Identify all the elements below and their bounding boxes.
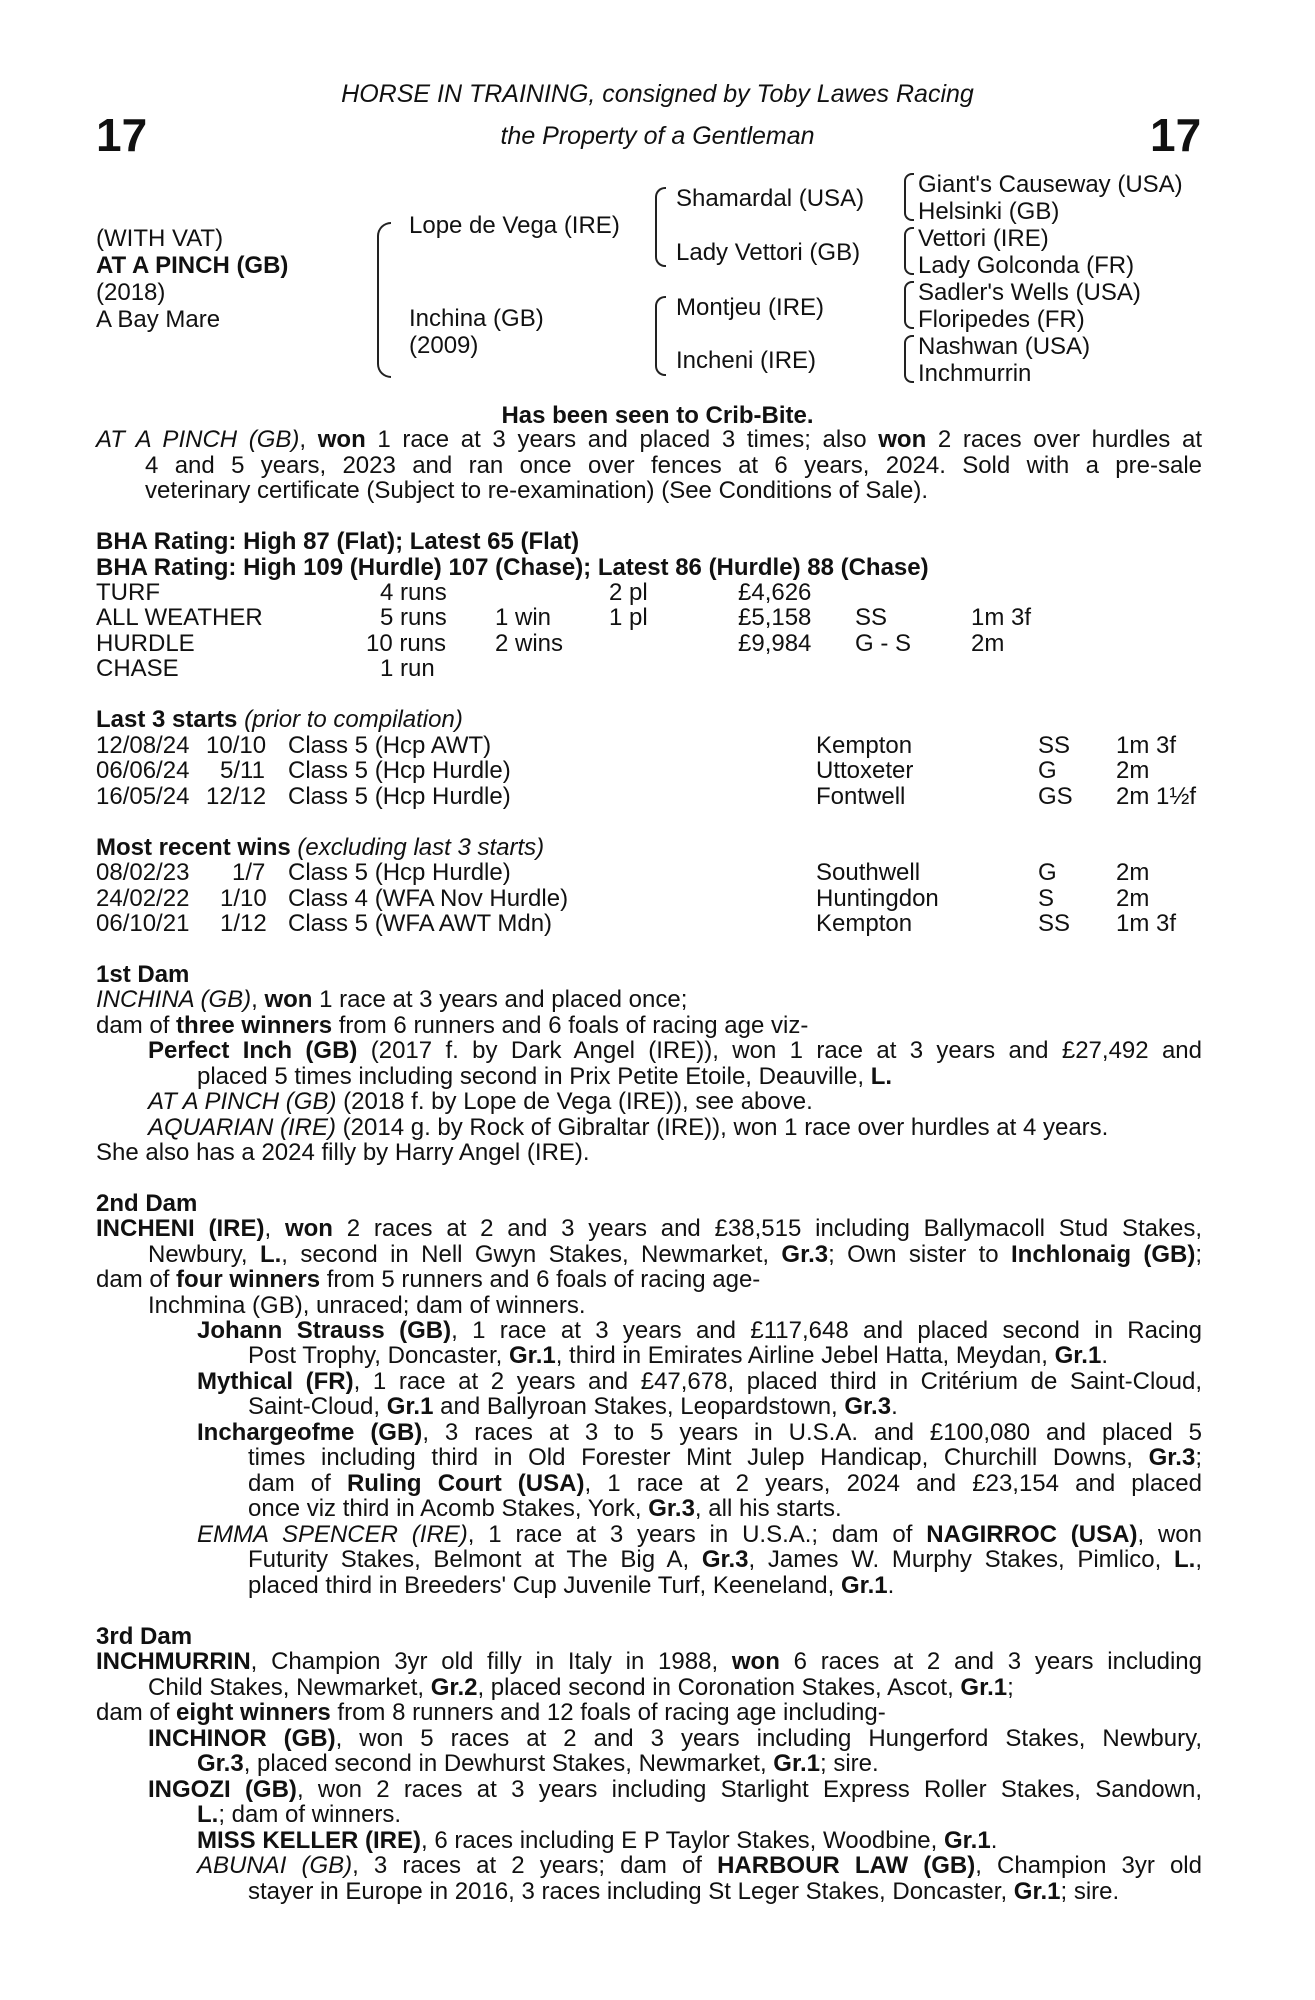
first-dam-line: INCHINA (GB), won 1 race at 3 years and placed once; — [96, 986, 688, 1013]
produce-name: AQUARIAN (IRE) — [148, 1114, 337, 1141]
second-dam-line — [96, 1267, 760, 1293]
rating-flat: BHA Rating: High 87 (Flat); Latest 65 (Flat) — [96, 528, 580, 555]
record-type: CHASE — [96, 655, 179, 682]
race-grade: Gr.1 — [509, 1342, 556, 1369]
produce-text: ; — [1195, 1444, 1202, 1471]
dam-text: , Champion 3yr old filly in Italy in 1988, — [250, 1648, 732, 1675]
section-note: (prior to compilation) — [237, 706, 463, 733]
dam-name: Inchina (GB) — [409, 305, 544, 332]
first-dam-heading: 1st Dam — [96, 961, 190, 988]
race-position: 1/7 — [232, 859, 266, 886]
produce-text: , 1 race at 3 years and £117,648 and placed second in Racing — [451, 1317, 1202, 1344]
race-grade: Gr.1 — [960, 1674, 1008, 1701]
lot-number-right: 17 — [1150, 109, 1202, 161]
race-grade: Gr.3 — [781, 1241, 829, 1268]
produce-text: , all his starts. — [694, 1495, 842, 1522]
produce-name: ABUNAI (GB) — [197, 1852, 353, 1879]
second-dam-line — [248, 1547, 1202, 1573]
intro-line-1: AT A PINCH (GB), won 1 race at 3 years and placed 3 times; also won 2 races over hurdles at — [96, 426, 1202, 453]
produce-text: (2014 g. by Rock of Gibraltar (IRE)), won 1 race over hurdles at 4 years. — [336, 1114, 1109, 1141]
race-going: S — [1038, 885, 1055, 912]
produce-text: times including third in Old Forester Mint Julep Handicap, Churchill Downs, — [248, 1444, 1149, 1471]
pedigree-brace-sd — [904, 227, 914, 275]
race-class: Class 5 (Hcp Hurdle) — [288, 757, 511, 784]
sibling-name: Inchlonaig (GB) — [1010, 1241, 1196, 1268]
dam-text: , — [264, 1215, 285, 1242]
lot-number-left: 17 — [96, 109, 148, 161]
second-dam-line — [248, 1343, 1108, 1369]
dam-text: Child Stakes, Newmarket, — [148, 1674, 431, 1701]
pedigree-brace-ss — [904, 173, 914, 221]
race-position: 12/12 — [206, 783, 267, 810]
produce-text: , 3 races at 2 years; dam of — [352, 1852, 718, 1879]
ancestor-dss: Sadler's Wells (USA) — [918, 279, 1141, 306]
record-runs: 4 runs — [380, 579, 447, 606]
produce-text: placed 5 times including second in Prix Petite Etoile, Deauville, — [197, 1063, 871, 1090]
won-word: won — [264, 986, 313, 1013]
first-dam-line — [148, 1038, 1202, 1064]
race-going: GS — [1038, 783, 1073, 810]
race-grade: Gr.3 — [197, 1750, 244, 1777]
race-class: Class 5 (Hcp Hurdle) — [288, 859, 511, 886]
second-dam-line — [248, 1496, 842, 1522]
third-dam-line — [148, 1675, 1014, 1701]
horse-name-ref: AT A PINCH (GB) — [96, 426, 300, 453]
produce-text: stayer in Europe in 2016, 3 races including St Leger Stakes, Doncaster, — [248, 1878, 1014, 1905]
produce-text: . — [1101, 1342, 1108, 1369]
catalogue-subheading: the Property of a Gentleman — [500, 122, 815, 150]
race-going: G — [1038, 757, 1057, 784]
produce-text: . — [891, 1393, 898, 1420]
race-grade: L. — [1174, 1546, 1196, 1573]
produce-text: , 3 races at 3 to 5 years in U.S.A. and £100,080 and placed 5 — [422, 1419, 1202, 1446]
produce-text: , James W. Murphy Stakes, Pimlico, — [748, 1546, 1175, 1573]
dam-name: INCHINA (GB) — [96, 986, 252, 1013]
produce-text: . — [990, 1827, 998, 1854]
record-money: £9,984 — [738, 630, 812, 657]
first-dam-line — [148, 1089, 813, 1115]
section-heading: Most recent wins — [96, 834, 291, 861]
race-grade: Gr.1 — [943, 1827, 991, 1854]
produce-name: AT A PINCH (GB) — [148, 1088, 337, 1115]
produce-name: HARBOUR LAW (GB) — [717, 1852, 976, 1879]
produce-text: , won 2 races at 3 years including Starlight Express Roller Stakes, Sandown, — [296, 1776, 1202, 1803]
race-distance: 2m — [1116, 885, 1150, 912]
produce-text: ; sire. — [1060, 1878, 1120, 1905]
dam-text: dam of — [96, 1699, 177, 1726]
race-distance: 1m 3f — [1116, 732, 1177, 759]
intro-text: 1 race at 3 years and placed 3 times; also — [365, 426, 879, 453]
sire-dam: Lady Vettori (GB) — [676, 239, 861, 266]
produce-text: , Champion 3yr old — [975, 1852, 1202, 1879]
race-grade: L. — [259, 1241, 282, 1268]
horse-name: AT A PINCH (GB) — [96, 252, 289, 279]
record-runs: 5 runs — [380, 604, 447, 631]
produce-text: Saint-Cloud, — [248, 1393, 387, 1420]
race-date: 08/02/23 — [96, 859, 190, 886]
third-dam-line — [197, 1802, 401, 1828]
pedigree-brace-dam — [655, 296, 666, 376]
race-distance: 2m — [1116, 757, 1150, 784]
second-dam-line — [248, 1573, 894, 1599]
second-dam-line — [197, 1522, 1202, 1548]
produce-text: , won 5 races at 2 and 3 years including Hungerford Stakes, Newbury, — [335, 1725, 1202, 1752]
second-dam-line: Inchmina (GB), unraced; dam of winners. — [148, 1292, 586, 1319]
record-wins: 2 wins — [495, 630, 564, 657]
produce-text: , 6 races including E P Taylor Stakes, Woodbine, — [421, 1827, 944, 1854]
dam-text: ; — [1007, 1674, 1014, 1701]
produce-text: , 1 race at 2 years, 2024 and £23,154 and placed — [584, 1470, 1202, 1497]
produce-text: , — [1195, 1546, 1203, 1573]
produce-text: , third in Emirates Airline Jebel Hatta, Meydan, — [555, 1342, 1055, 1369]
produce-text: Post Trophy, Doncaster, — [248, 1342, 510, 1369]
race-grade: L. — [197, 1801, 219, 1828]
race-grade: Gr.1 — [386, 1393, 434, 1420]
dam-dam: Incheni (IRE) — [676, 347, 817, 374]
third-dam-line — [197, 1828, 997, 1854]
rating-jumps: BHA Rating: High 109 (Hurdle) 107 (Chase); Latest 86 (Hurdle) 88 (Chase) — [96, 554, 929, 581]
record-type: ALL WEATHER — [96, 604, 263, 631]
sire-sire: Shamardal (USA) — [676, 185, 865, 212]
third-dam-line — [148, 1726, 1202, 1752]
third-dam-line — [96, 1700, 886, 1726]
record-type: TURF — [96, 579, 160, 606]
race-grade: Gr.3 — [844, 1393, 892, 1420]
record-wins: 1 win — [495, 604, 552, 631]
dam-text: , second in Nell Gwyn Stakes, Newmarket, — [281, 1241, 782, 1268]
produce-text: , 1 race at 3 years in U.S.A.; dam of — [467, 1521, 927, 1548]
third-dam-line — [248, 1879, 1119, 1905]
produce-text: , placed second in Dewhurst Stakes, Newmarket, — [243, 1750, 774, 1777]
race-course: Huntingdon — [816, 885, 939, 912]
first-dam-line — [96, 1013, 808, 1039]
dam-text: Newbury, — [148, 1241, 260, 1268]
third-dam-line — [148, 1777, 1202, 1803]
ancestor-ssd: Helsinki (GB) — [918, 198, 1060, 225]
race-date: 24/02/22 — [96, 885, 190, 912]
race-class: Class 5 (WFA AWT Mdn) — [288, 910, 553, 937]
produce-text: Futurity Stakes, Belmont at The Big A, — [248, 1546, 702, 1573]
produce-text: (2017 f. by Dark Angel (IRE)), won 1 race at 3 years and £27,492 and — [357, 1037, 1203, 1064]
race-position: 1/10 — [220, 885, 267, 912]
second-dam-line — [197, 1369, 1202, 1395]
section-note: (excluding last 3 starts) — [290, 834, 545, 861]
race-date: 06/06/24 — [96, 757, 190, 784]
winners-count: three winners — [176, 1012, 333, 1039]
race-grade: Gr.1 — [840, 1572, 888, 1599]
dam-text: 2 races at 2 and 3 years and £38,515 including Ballymacoll Stud Stakes, — [332, 1215, 1202, 1242]
produce-text: dam of — [248, 1470, 347, 1497]
record-type: HURDLE — [96, 630, 195, 657]
second-dam-line — [148, 1242, 1202, 1268]
race-date: 12/08/24 — [96, 732, 190, 759]
third-dam-line — [197, 1751, 879, 1777]
second-dam-line — [248, 1394, 898, 1420]
third-dam-line — [197, 1853, 1202, 1879]
third-dam-heading: 3rd Dam — [96, 1623, 193, 1650]
first-dam-line — [148, 1115, 1108, 1141]
produce-name: Ruling Court (USA) — [346, 1470, 585, 1497]
race-date: 16/05/24 — [96, 783, 190, 810]
race-grade: Gr.1 — [1054, 1342, 1102, 1369]
dam-text: from 6 runners and 6 foals of racing age viz- — [332, 1012, 809, 1039]
produce-name: Inchargeofme (GB) — [197, 1419, 423, 1446]
race-course: Kempton — [816, 732, 913, 759]
vat-note: (WITH VAT) — [96, 225, 224, 252]
race-distance: 2m — [1116, 859, 1150, 886]
second-dam-line — [197, 1420, 1202, 1446]
section-heading: Last 3 starts — [96, 706, 238, 733]
record-money: £5,158 — [738, 604, 812, 631]
won-word: won — [878, 426, 927, 453]
sire-name: Lope de Vega (IRE) — [409, 212, 620, 239]
dam-name: INCHMURRIN — [96, 1648, 251, 1675]
ancestor-dds: Nashwan (USA) — [918, 333, 1091, 360]
catalogue-heading: HORSE IN TRAINING, consigned by Toby Lawes Racing — [341, 80, 974, 108]
race-class: Class 5 (Hcp AWT) — [288, 732, 492, 759]
ancestor-ddd: Inchmurrin — [918, 360, 1032, 387]
dam-text: dam of — [96, 1012, 177, 1039]
record-going: SS — [855, 604, 888, 631]
intro-line-3: veterinary certificate (Subject to re-examination) (See Conditions of Sale). — [145, 477, 929, 504]
race-distance: 2m 1½f — [1116, 783, 1197, 810]
race-grade: L. — [870, 1063, 893, 1090]
race-position: 1/12 — [220, 910, 267, 937]
dam-text: ; — [1195, 1241, 1203, 1268]
dam-name: INCHENI (IRE) — [96, 1215, 265, 1242]
horse-year: (2018) — [96, 279, 166, 306]
dam-text: 6 races at 2 and 3 years including — [779, 1648, 1202, 1675]
dam-text: from 5 runners and 6 foals of racing age- — [320, 1266, 761, 1293]
produce-name: INGOZI (GB) — [148, 1776, 297, 1803]
race-course: Kempton — [816, 910, 913, 937]
dam-text: 1 race at 3 years and placed once; — [312, 986, 688, 1013]
produce-text: ; dam of winners. — [218, 1801, 402, 1828]
race-date: 06/10/21 — [96, 910, 190, 937]
race-going: G — [1038, 859, 1057, 886]
race-class: Class 4 (WFA Nov Hurdle) — [288, 885, 569, 912]
second-dam-line — [197, 1318, 1202, 1344]
produce-name: INCHINOR (GB) — [148, 1725, 336, 1752]
produce-text: and Ballyroan Stakes, Leopardstown, — [433, 1393, 845, 1420]
recent-wins-heading — [96, 835, 544, 861]
ancestor-dsd: Floripedes (FR) — [918, 306, 1085, 333]
record-money: £4,626 — [738, 579, 812, 606]
pedigree-brace-dd — [904, 335, 914, 383]
produce-text: . — [887, 1572, 895, 1599]
race-grade: Gr.3 — [648, 1495, 695, 1522]
horse-description: A Bay Mare — [96, 306, 221, 333]
first-dam-line: She also has a 2024 filly by Harry Angel (IRE). — [96, 1139, 590, 1166]
first-dam-line — [197, 1064, 892, 1090]
race-going: SS — [1038, 732, 1071, 759]
produce-name: Perfect Inch (GB) — [148, 1037, 358, 1064]
produce-name: NAGIRROC (USA) — [926, 1521, 1138, 1548]
won-word: won — [731, 1648, 780, 1675]
record-distance: 1m 3f — [971, 604, 1032, 631]
produce-text: ; sire. — [819, 1750, 879, 1777]
record-runs: 1 run — [380, 655, 435, 682]
produce-text: (2018 f. by Lope de Vega (IRE)), see above. — [336, 1088, 813, 1115]
ancestor-sds: Vettori (IRE) — [918, 225, 1049, 252]
race-grade: Gr.3 — [1148, 1444, 1196, 1471]
produce-name: EMMA SPENCER (IRE) — [197, 1521, 468, 1548]
race-grade: Gr.1 — [773, 1750, 820, 1777]
produce-name: MISS KELLER (IRE) — [197, 1827, 422, 1854]
race-grade: Gr.1 — [1013, 1878, 1061, 1905]
race-position: 5/11 — [220, 757, 265, 784]
produce-text: , won — [1137, 1521, 1202, 1548]
produce-name: Johann Strauss (GB) — [197, 1317, 452, 1344]
ancestor-sss: Giant's Causeway (USA) — [918, 171, 1183, 198]
dam-text: ; Own sister to — [828, 1241, 1011, 1268]
record-distance: 2m — [971, 630, 1005, 657]
winners-count: eight winners — [176, 1699, 331, 1726]
dam-year: (2009) — [409, 332, 479, 359]
race-grade: Gr.2 — [430, 1674, 478, 1701]
dam-text: , placed second in Coronation Stakes, Ascot, — [477, 1674, 961, 1701]
won-word: won — [317, 426, 366, 453]
dam-text: dam of — [96, 1266, 177, 1293]
second-dam-line — [96, 1216, 1202, 1242]
dam-sire: Montjeu (IRE) — [676, 294, 825, 321]
race-position: 10/10 — [206, 732, 267, 759]
race-course: Southwell — [816, 859, 921, 886]
record-placed: 2 pl — [609, 579, 648, 606]
second-dam-heading: 2nd Dam — [96, 1190, 198, 1217]
record-going: G - S — [855, 630, 912, 657]
crib-bite-note: Has been seen to Crib-Bite. — [501, 402, 814, 429]
produce-name: Mythical (FR) — [197, 1368, 354, 1395]
record-runs: 10 runs — [366, 630, 447, 657]
last-starts-heading — [96, 707, 463, 733]
ancestor-sdd: Lady Golconda (FR) — [918, 252, 1135, 279]
race-course: Fontwell — [816, 783, 906, 810]
intro-text: 2 races over hurdles at — [926, 426, 1202, 453]
won-word: won — [284, 1215, 333, 1242]
race-grade: Gr.3 — [701, 1546, 749, 1573]
race-going: SS — [1038, 910, 1071, 937]
winners-count: four winners — [176, 1266, 321, 1293]
dam-text: from 8 runners and 12 foals of racing age including- — [330, 1699, 886, 1726]
intro-line-2: 4 and 5 years, 2023 and ran once over fences at 6 years, 2024. Sold with a pre-sale — [145, 452, 1202, 479]
race-distance: 1m 3f — [1116, 910, 1177, 937]
pedigree-brace-main — [377, 222, 391, 378]
produce-text: once viz third in Acomb Stakes, York, — [248, 1495, 649, 1522]
race-class: Class 5 (Hcp Hurdle) — [288, 783, 511, 810]
third-dam-line — [96, 1649, 1202, 1675]
race-course: Uttoxeter — [816, 757, 914, 784]
pedigree-brace-sire — [655, 187, 666, 267]
pedigree-brace-ds — [904, 281, 914, 329]
record-placed: 1 pl — [609, 604, 648, 631]
produce-text: placed third in Breeders' Cup Juvenile Turf, Keeneland, — [248, 1572, 841, 1599]
produce-text: , 1 race at 2 years and £47,678, placed third in Critérium de Saint-Cloud, — [353, 1368, 1203, 1395]
second-dam-line — [248, 1471, 1202, 1497]
second-dam-line — [248, 1445, 1202, 1471]
